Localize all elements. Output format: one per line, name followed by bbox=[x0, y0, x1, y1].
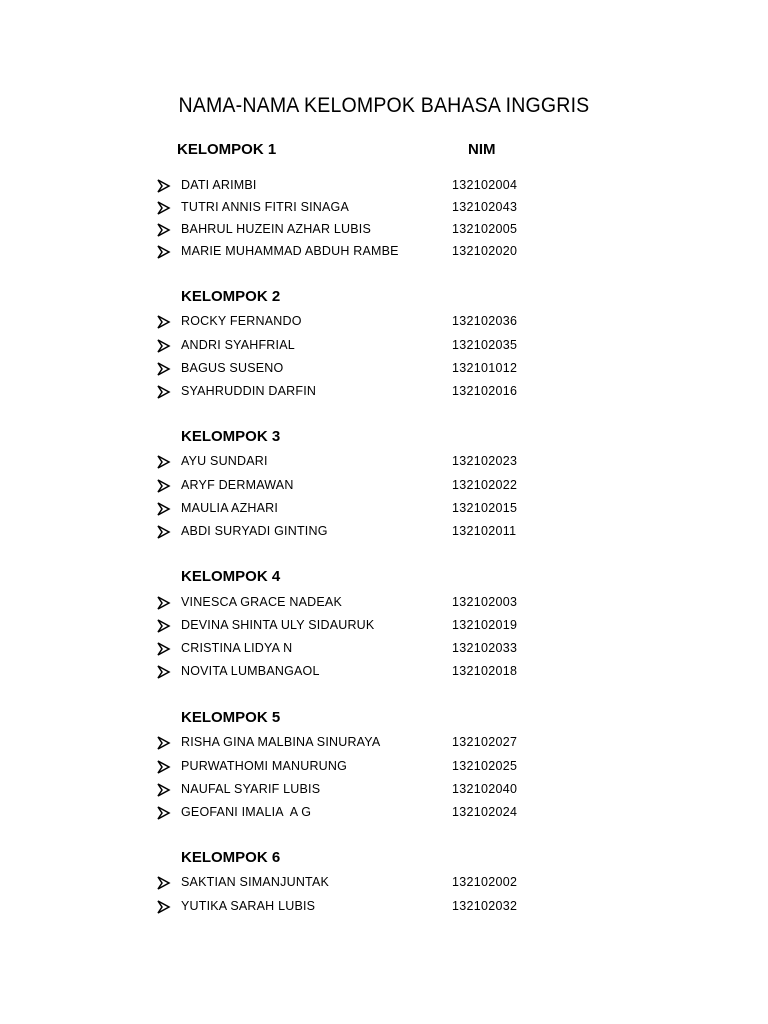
member-name: BAHRUL HUZEIN AZHAR LUBIS bbox=[181, 222, 371, 236]
member-nim: 132102040 bbox=[452, 782, 518, 796]
member-nim: 132102020 bbox=[452, 244, 518, 258]
arrow-bullet-icon bbox=[157, 502, 171, 516]
arrow-bullet-icon bbox=[157, 525, 171, 539]
nim-column-heading: NIM bbox=[468, 141, 496, 158]
arrow-bullet-icon bbox=[157, 385, 171, 399]
member-row bbox=[0, 758, 768, 778]
member-row bbox=[0, 640, 768, 660]
member-nim: 132101012 bbox=[452, 361, 518, 375]
arrow-bullet-icon bbox=[157, 362, 171, 376]
member-row bbox=[0, 617, 768, 637]
arrow-bullet-icon bbox=[157, 760, 171, 774]
member-name: MARIE MUHAMMAD ABDUH RAMBE bbox=[181, 244, 399, 258]
member-row bbox=[0, 221, 768, 241]
arrow-bullet-icon bbox=[157, 201, 171, 215]
member-nim: 132102022 bbox=[452, 478, 518, 492]
arrow-bullet-icon bbox=[157, 876, 171, 890]
member-nim: 132102036 bbox=[452, 314, 518, 328]
arrow-bullet-icon bbox=[157, 783, 171, 797]
member-nim: 132102003 bbox=[452, 595, 518, 609]
arrow-bullet-icon bbox=[157, 223, 171, 237]
arrow-bullet-icon bbox=[157, 619, 171, 633]
member-nim: 132102025 bbox=[452, 759, 518, 773]
member-nim: 132102023 bbox=[452, 454, 518, 468]
member-row bbox=[0, 594, 768, 614]
arrow-bullet-icon bbox=[157, 642, 171, 656]
member-row bbox=[0, 804, 768, 824]
member-name: SYAHRUDDIN DARFIN bbox=[181, 384, 317, 398]
member-name: ANDRI SYAHFRIAL bbox=[181, 338, 295, 352]
member-row bbox=[0, 177, 768, 197]
member-nim: 132102024 bbox=[452, 805, 518, 819]
member-nim: 132102033 bbox=[452, 641, 518, 655]
group-title: KELOMPOK 4 bbox=[181, 568, 281, 585]
member-name: RISHA GINA MALBINA SINURAYA bbox=[181, 735, 381, 749]
member-name: CRISTINA LIDYA N bbox=[181, 641, 293, 655]
member-name: NOVITA LUMBANGAOL bbox=[181, 664, 320, 678]
arrow-bullet-icon bbox=[157, 806, 171, 820]
member-row bbox=[0, 898, 768, 918]
member-row bbox=[0, 453, 768, 473]
member-name: ROCKY FERNANDO bbox=[181, 314, 302, 328]
member-name: SAKTIAN SIMANJUNTAK bbox=[181, 875, 330, 889]
arrow-bullet-icon bbox=[157, 900, 171, 914]
member-row bbox=[0, 500, 768, 520]
member-nim: 132102032 bbox=[452, 899, 518, 913]
member-row bbox=[0, 360, 768, 380]
member-nim: 132102004 bbox=[452, 178, 518, 192]
arrow-bullet-icon bbox=[157, 736, 171, 750]
group-title: KELOMPOK 5 bbox=[181, 709, 281, 726]
arrow-bullet-icon bbox=[157, 455, 171, 469]
member-name: TUTRI ANNIS FITRI SINAGA bbox=[181, 200, 350, 214]
group-title: KELOMPOK 2 bbox=[181, 288, 281, 305]
member-name: ARYF DERMAWAN bbox=[181, 478, 294, 492]
member-nim: 132102019 bbox=[452, 618, 518, 632]
member-name: PURWATHOMI MANURUNG bbox=[181, 759, 348, 773]
member-nim: 132102011 bbox=[452, 524, 517, 538]
member-nim: 132102005 bbox=[452, 222, 518, 236]
member-name: ABDI SURYADI GINTING bbox=[181, 524, 328, 538]
member-row bbox=[0, 663, 768, 683]
member-row bbox=[0, 874, 768, 894]
arrow-bullet-icon bbox=[157, 315, 171, 329]
member-name: DEVINA SHINTA ULY SIDAURUK bbox=[181, 618, 375, 632]
member-nim: 132102035 bbox=[452, 338, 518, 352]
member-name: GEOFANI IMALIA A G bbox=[181, 805, 312, 819]
member-name: NAUFAL SYARIF LUBIS bbox=[181, 782, 321, 796]
member-row bbox=[0, 243, 768, 263]
member-nim: 132102002 bbox=[452, 875, 518, 889]
member-name: AYU SUNDARI bbox=[181, 454, 268, 468]
member-row bbox=[0, 477, 768, 497]
member-row bbox=[0, 337, 768, 357]
arrow-bullet-icon bbox=[157, 479, 171, 493]
arrow-bullet-icon bbox=[157, 245, 171, 259]
group-1-heading: KELOMPOK 1 bbox=[177, 141, 277, 158]
member-row bbox=[0, 781, 768, 801]
arrow-bullet-icon bbox=[157, 179, 171, 193]
member-name: BAGUS SUSENO bbox=[181, 361, 284, 375]
member-row bbox=[0, 523, 768, 543]
member-name: MAULIA AZHARI bbox=[181, 501, 279, 515]
document-title: NAMA-NAMA KELOMPOK BAHASA INGGRIS bbox=[178, 94, 590, 117]
member-name: YUTIKA SARAH LUBIS bbox=[181, 899, 316, 913]
group-title: KELOMPOK 3 bbox=[181, 428, 281, 445]
member-nim: 132102043 bbox=[452, 200, 518, 214]
member-row bbox=[0, 199, 768, 219]
group-title: KELOMPOK 6 bbox=[181, 849, 281, 866]
member-nim: 132102018 bbox=[452, 664, 518, 678]
member-row bbox=[0, 734, 768, 754]
arrow-bullet-icon bbox=[157, 339, 171, 353]
member-row bbox=[0, 313, 768, 333]
member-nim: 132102027 bbox=[452, 735, 518, 749]
member-name: VINESCA GRACE NADEAK bbox=[181, 595, 342, 609]
member-nim: 132102015 bbox=[452, 501, 518, 515]
arrow-bullet-icon bbox=[157, 596, 171, 610]
arrow-bullet-icon bbox=[157, 665, 171, 679]
member-row bbox=[0, 383, 768, 403]
member-nim: 132102016 bbox=[452, 384, 518, 398]
member-name: DATI ARIMBI bbox=[181, 178, 257, 192]
